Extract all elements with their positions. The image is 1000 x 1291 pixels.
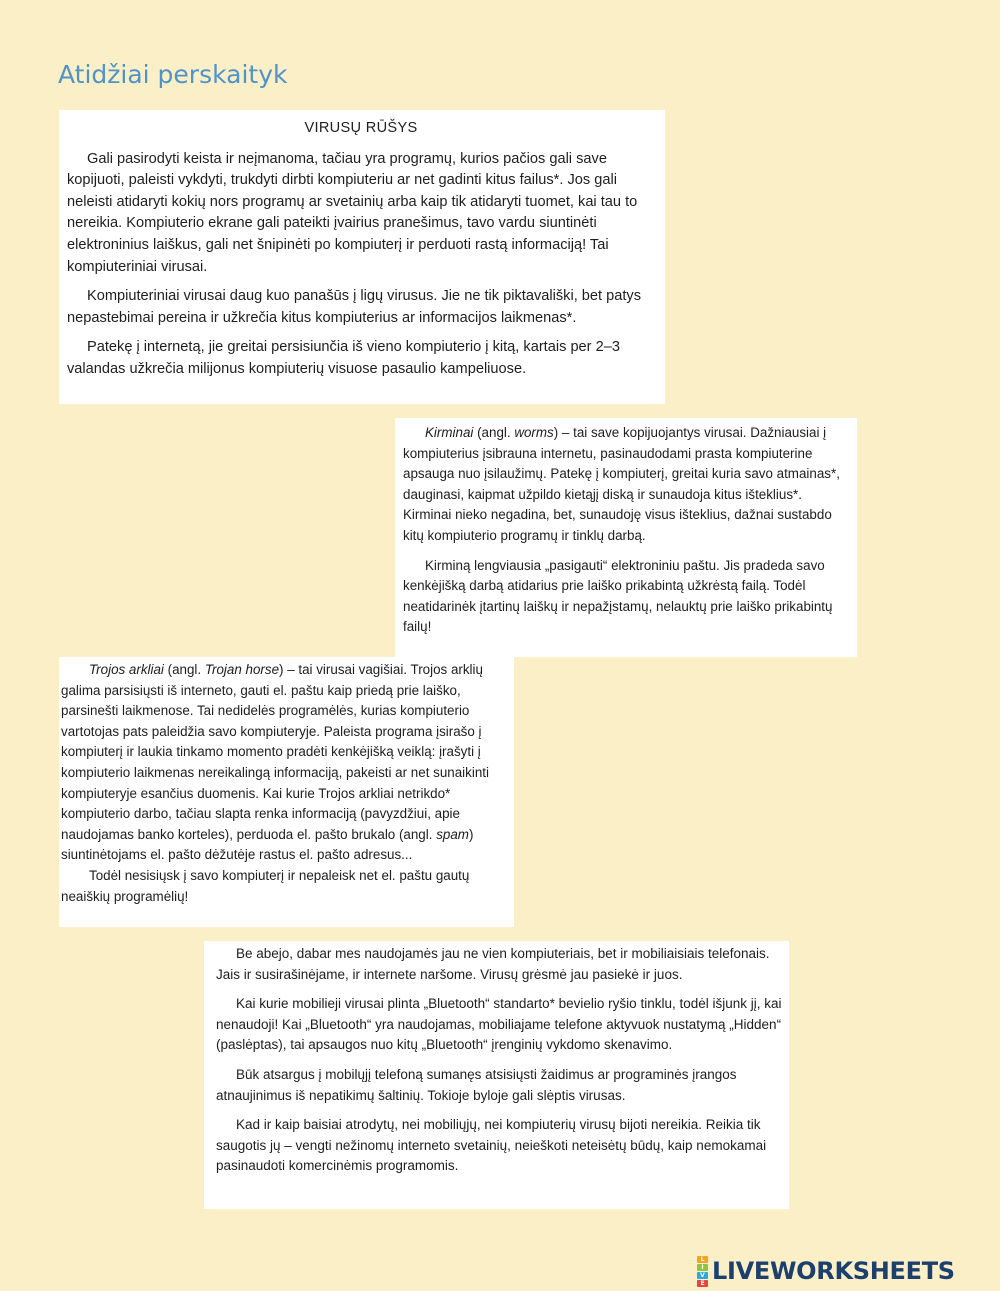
trojans-card: [59, 657, 514, 927]
trojans-paragraph-2: Todėl nesisiųsk į savo kompiuterį ir nepaleisk net el. paštu gautų neaiškių programėlių!: [61, 867, 470, 904]
viruses-intro-card: [59, 110, 665, 404]
logo-block: V: [697, 1272, 708, 1279]
trojans-paragraph-1: [61, 660, 508, 866]
worms-card: [395, 418, 857, 657]
brand-name: LIVEWORKSHEETS: [712, 1257, 955, 1285]
trojans-text-a: ) – tai virusai vagišiai. Trojos arklių galima parsisiųsti iš interneto, gauti el. paštu kaip priedą prie laiško, parsinešti laikmenose. Tai nedidelės programėlės, kurias kompiuterio vartotojas pats paleidžia savo kompiuteryje. Paleista programa įsirašo į kompiuterį ir laukia tinkamo momento pradėti kenkėjišką veiklą: įrašyti į kompiuterio laikmenas nereikalingą informaciją, pakeisti ar net sunaikinti kompiuteryje esančius duomenis. Kai kurie Trojos arkliai netrikdo* kompiuterio darbo, tačiau slapta renka informaciją (pavyzdžiui, apie naudojamas banko korteles), perduoda el. pašto brukalo (angl.: [61, 662, 489, 842]
mobile-viruses-card: [204, 941, 789, 1209]
trojans-term: Trojos arkliai: [89, 662, 164, 677]
mobile-paragraph-2: Kai kurie mobilieji virusai plinta „Bluetooth“ standarto* bevielio ryšio tinklu, todėl išjunk jį, kai nenaudoji! Kai „Bluetooth“ yra naudojamas, mobiliajame telefone aktyvuok nustatymą „Hidden“ (paslėptas), tai apsaugos nuo kitų „Bluetooth“ įrenginių vykdomo skenavimo.: [216, 996, 782, 1053]
mobile-paragraph-4: Kad ir kaip baisiai atrodytų, nei mobiliųjų, nei kompiuterių virusų bijoti nereikia. Reikia tik saugotis jų – vengti nežinomų interneto svetainių, neieškoti neteisėtų būdų, kaip nemokamai pasinaudoti komercinėmis programomis.: [216, 1117, 767, 1174]
mobile-paragraph-3: Būk atsargus į mobilųjį telefoną sumanęs atsisiųsti žaidimus ar programinės įrangos atnaujinimus iš nepatikimų šaltinių. Tokioje byloje gali slėptis virusas.: [216, 1066, 737, 1103]
logo-block: I: [697, 1264, 708, 1271]
mobile-paragraph-1: Be abejo, dabar mes naudojamės jau ne vien kompiuteriais, bet ir mobiliaisiais telefonais. Jais ir susirašinėjame, ir internete naršome. Virusų grėsmė jau pasiekė ir juos.: [216, 946, 770, 982]
worms-paragraph-1: [403, 423, 851, 547]
worms-text: ) – tai save kopijuojantys virusai. Dažniausiai į kompiuterius įsibrauna internetu, pasinaudodami prasta kompiuterine apsauga nuo įsilaužimų. Patekę į kompiuterį, greitai kuria savo atmainas*, dauginasi, kaipmat užpildo kietąjį diską ir sunaudoja kitus išteklius*. Kirminai nieko negadina, bet, sunaudoję visus išteklius, dažnai sustabdo kitų kompiuterio programų ir tinklų darbą.: [403, 425, 840, 543]
trojans-paren: (angl.: [163, 662, 205, 677]
logo-block: E: [697, 1280, 708, 1287]
worms-term-en: worms: [514, 425, 554, 440]
page-title: Atidžiai perskaityk: [58, 60, 288, 89]
spam-term: spam: [436, 826, 469, 842]
logo-block: L: [697, 1256, 708, 1263]
live-blocks-icon: [697, 1256, 708, 1287]
intro-paragraph-3: Patekę į internetą, jie greitai persisiunčia iš vieno kompiuterio į kitą, kartais per 2–3 valandas užkrečia milijonus kompiuterių visuose pasaulio kampeliuose.: [67, 339, 620, 377]
trojans-term-en: Trojan horse: [204, 662, 280, 677]
worms-paren: (angl.: [473, 425, 515, 440]
intro-paragraph-1: Gali pasirodyti keista ir neįmanoma, tačiau yra programų, kurios pačios gali save kopijuoti, paleisti vykdyti, trukdyti dirbti kompiuteriu ar net gadinti kitus failus*. Jos gali neleisti atidaryti kokių nors programų ar svetainių arba kaip tik atidaryti tuomet, kai tau to nereikia. Kompiuterio ekrane gali pateikti įvairius pranešimus, tavo vardu siuntinėti elektroninius laiškus, gali net šnipinėti po kompiuterį ir perduoti rastą informaciją! Tai kompiuteriniai virusai.: [67, 150, 638, 275]
trojans-text-b: ) siuntinėtojams el. pašto dėžutėje rastus el. pašto adresus...: [61, 826, 474, 863]
liveworksheets-logo: [697, 1256, 955, 1286]
worms-paragraph-2: Kirminą lengviausia „pasigauti“ elektroniniu paštu. Jis pradeda savo kenkėjišką darbą atidarius prie laiško prikabintą užkrėstą failą. Todėl neatidarinėk įtartinų laiškų ir nepažįstamų, nelauktų prie laiško prikabintų failų!: [403, 557, 833, 635]
card-title: VIRUSŲ RŪŠYS: [304, 120, 418, 136]
intro-paragraph-2: Kompiuteriniai virusai daug kuo panašūs į ligų virusus. Jie ne tik piktavališki, bet patys nepastebimai pereina ir užkrečia kitus kompiuterius ar informacijos laikmenas*.: [67, 288, 642, 326]
worms-term: Kirminai: [425, 425, 474, 440]
